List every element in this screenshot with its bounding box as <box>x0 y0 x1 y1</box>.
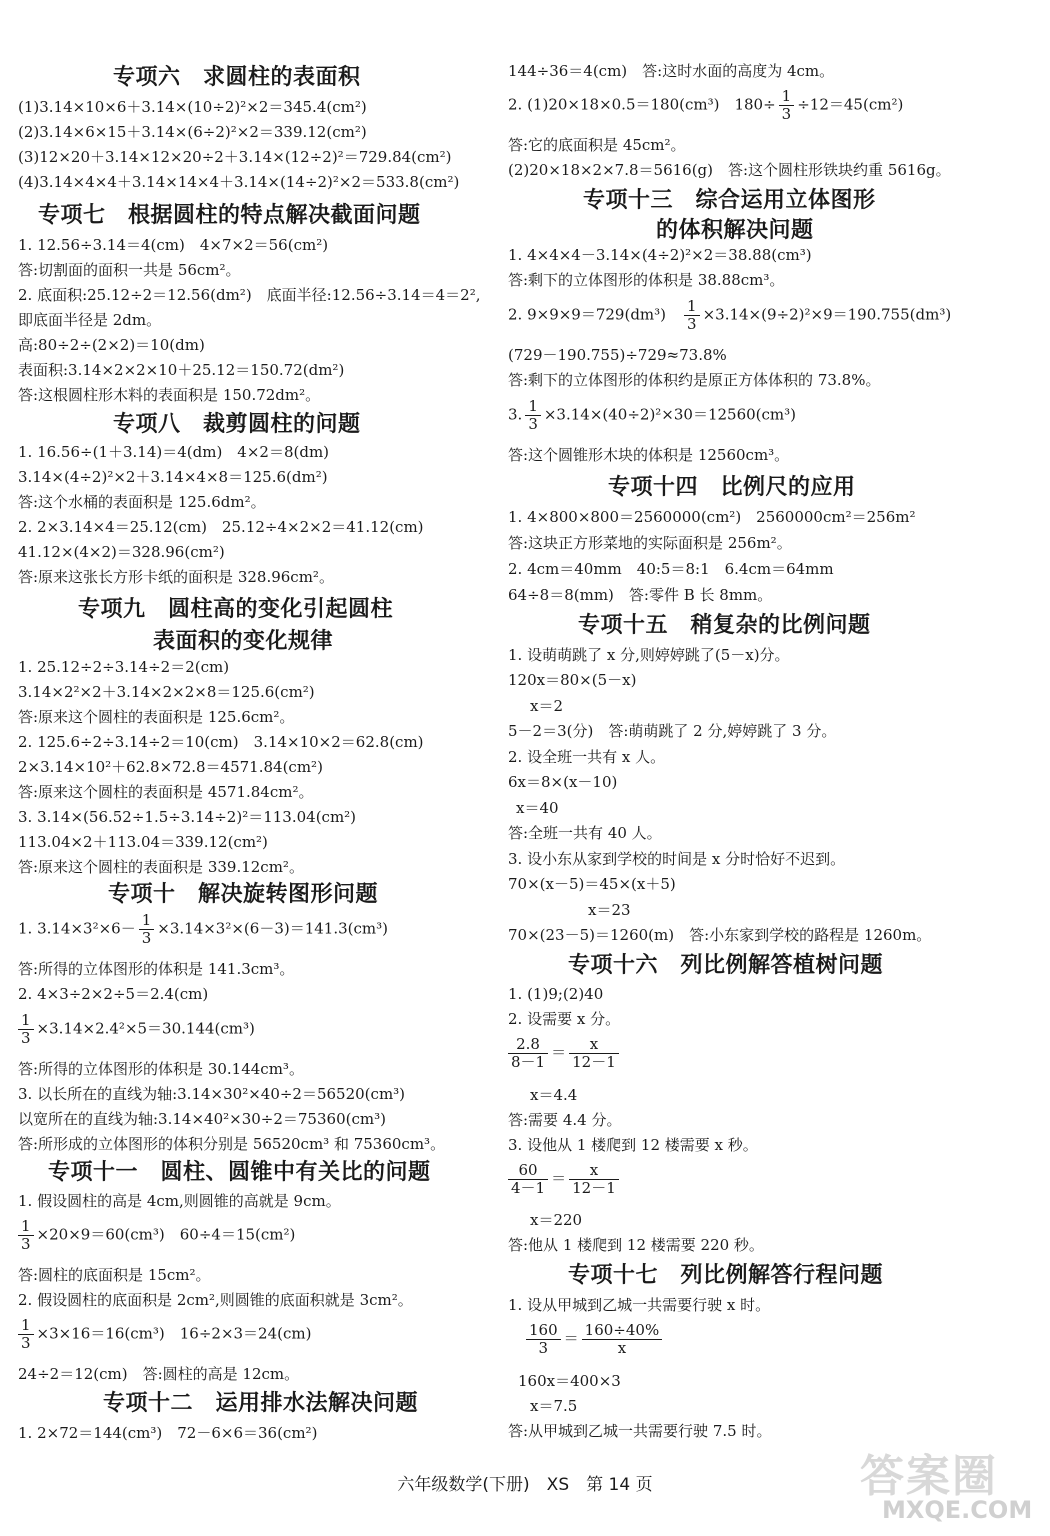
text-segment: ×3×16＝16(cm³) 16÷2×3＝24(cm) <box>36 1324 312 1343</box>
equals-sign: ＝ <box>563 1329 579 1348</box>
text-line: 3.14×2²×2＋3.14×2×2×8＝125.6(cm²) <box>18 683 315 701</box>
text-line: 24÷2＝12(cm) 答:圆柱的高是 12cm。 <box>18 1365 300 1383</box>
formula-line <box>508 398 796 433</box>
formula-line <box>508 298 951 333</box>
equals-sign: ＝ <box>551 1043 567 1062</box>
text-line: 3. 设他从 1 楼爬到 12 楼需要 x 秒。 <box>508 1136 758 1154</box>
text-line: 2. 底面积:25.12÷2＝12.56(dm²) 底面半径:12.56÷3.14＝4＝2², <box>18 286 481 304</box>
text-line: 即底面半径是 2dm。 <box>18 311 162 329</box>
numerator: x <box>569 1162 619 1180</box>
fraction <box>508 1036 548 1071</box>
section-heading: 专项十五 稍复杂的比例问题 <box>578 613 871 638</box>
numerator: 2.8 <box>508 1036 548 1054</box>
section-heading: 专项八 裁剪圆柱的问题 <box>113 412 361 437</box>
text-line: 70×(23－5)＝1260(m) 答:小东家到学校的路程是 1260m。 <box>508 926 932 944</box>
fraction <box>582 1322 663 1357</box>
fraction <box>569 1162 619 1197</box>
numerator: 1 <box>18 1317 34 1335</box>
text-line: (3)12×20＋3.14×12×20÷2＋3.14×(12÷2)²＝729.84(cm²) <box>18 148 452 166</box>
text-line: 2×3.14×10²＋62.8×72.8＝4571.84(cm²) <box>18 758 323 776</box>
text-segment: ×3.14×(40÷2)²×30＝12560(cm³) <box>543 405 797 424</box>
text-line: (729－190.755)÷729≈73.8% <box>508 346 727 364</box>
text-line: x＝40 <box>516 799 559 817</box>
text-segment: 1. 3.14×3²×6－ <box>18 919 136 938</box>
section-heading: 专项十六 列比例解答植树问题 <box>568 953 884 978</box>
numerator: 1 <box>525 398 541 416</box>
text-line: 高:80÷2÷(2×2)＝10(dm) <box>18 336 205 354</box>
text-line: 1. (1)9;(2)40 <box>508 985 604 1003</box>
section-heading: 的体积解决问题 <box>656 218 814 243</box>
text-line: 答:切割面的面积一共是 56cm²。 <box>18 261 241 279</box>
text-line: 答:所得的立体图形的体积是 141.3cm³。 <box>18 960 295 978</box>
formula-line <box>18 1317 311 1352</box>
text-line: 3.14×(4÷2)²×2＋3.14×4×8＝125.6(dm²) <box>18 468 328 486</box>
text-line: 1. 25.12÷2÷3.14÷2＝2(cm) <box>18 658 230 676</box>
denominator: 3 <box>21 1029 31 1047</box>
text-line: 2. 设全班一共有 x 人。 <box>508 748 666 766</box>
text-line: 1. 12.56÷3.14＝4(cm) 4×7×2＝56(cm²) <box>18 236 329 254</box>
formula-line <box>18 1012 255 1047</box>
section-heading: 表面积的变化规律 <box>153 629 334 654</box>
watermark-logo <box>860 1440 1040 1530</box>
text-line: 1. 设萌萌跳了 x 分,则婷婷跳了(5－x)分。 <box>508 646 790 664</box>
text-line: 2. 2×3.14×4＝25.12(cm) 25.12÷4×2×2＝41.12(cm) <box>18 518 424 536</box>
text-line: 答:所形成的立体图形的体积分别是 56520cm³ 和 75360cm³。 <box>18 1135 446 1153</box>
text-line: x＝23 <box>588 901 631 919</box>
text-line: 3. 设小东从家到学校的时间是 x 分时恰好不迟到。 <box>508 850 846 868</box>
section-heading: 专项十一 圆柱、圆锥中有关比的问题 <box>48 1160 431 1185</box>
text-line: 答:需要 4.4 分。 <box>508 1111 622 1129</box>
text-line: (2)3.14×6×15＋3.14×(6÷2)²×2＝339.12(cm²) <box>18 123 367 141</box>
text-line: 以宽所在的直线为轴:3.14×40²×30÷2＝75360(cm³) <box>18 1110 386 1128</box>
text-line: x＝7.5 <box>530 1397 578 1415</box>
proportion-line <box>508 1162 622 1197</box>
numerator: 1 <box>779 88 795 106</box>
text-line: 3. 3.14×(56.52÷1.5÷3.14÷2)²＝113.04(cm²) <box>18 808 357 826</box>
text-line: 2. 4×3÷2×2÷5＝2.4(cm) <box>18 985 209 1003</box>
numerator: 60 <box>508 1162 548 1180</box>
text-line: x＝2 <box>530 697 564 715</box>
section-heading: 专项七 根据圆柱的特点解决截面问题 <box>38 203 421 228</box>
denominator: 3 <box>528 415 538 433</box>
fraction <box>139 912 155 947</box>
text-line: 113.04×2＋113.04＝339.12(cm²) <box>18 833 268 851</box>
text-line: 120x＝80×(5－x) <box>508 671 637 689</box>
fraction <box>569 1036 619 1071</box>
text-line: 答:它的底面积是 45cm²。 <box>508 136 686 154</box>
text-line: (2)20×18×2×7.8＝5616(g) 答:这个圆柱形铁块约重 5616g。 <box>508 161 951 179</box>
text-line: 1. 假设圆柱的高是 4cm,则圆锥的高就是 9cm。 <box>18 1192 341 1210</box>
text-line: x＝220 <box>530 1211 583 1229</box>
text-line: 41.12×(4×2)＝328.96(cm²) <box>18 543 225 561</box>
page-footer: 六年级数学(下册) XS 第 14 页 <box>397 1475 653 1495</box>
denominator: 8－1 <box>511 1053 546 1071</box>
fraction <box>684 298 700 333</box>
text-line: (4)3.14×4×4＋3.14×14×4＋3.14×(14÷2)²×2＝533.8(cm²) <box>18 173 460 191</box>
denominator: 3 <box>141 929 152 947</box>
denominator: 3 <box>21 1334 31 1352</box>
section-heading: 专项十 解决旋转图形问题 <box>108 882 379 907</box>
numerator: x <box>569 1036 619 1054</box>
text-line: 答:这个圆锥形木块的体积是 12560cm³。 <box>508 446 790 464</box>
text-line: 答:原来这个圆柱的表面积是 339.12cm²。 <box>18 858 304 876</box>
section-heading: 专项六 求圆柱的表面积 <box>113 65 361 90</box>
numerator: 1 <box>18 1218 34 1236</box>
text-line: 70×(x－5)＝45×(x＋5) <box>508 875 676 893</box>
text-line: 答:原来这张长方形卡纸的面积是 328.96cm²。 <box>18 568 334 586</box>
text-line: (1)3.14×10×6＋3.14×(10÷2)²×2＝345.4(cm²) <box>18 98 367 116</box>
section-heading: 专项十二 运用排水法解决问题 <box>103 1391 419 1416</box>
denominator: 3 <box>538 1339 549 1357</box>
formula-line <box>18 1218 295 1253</box>
fraction <box>779 88 795 123</box>
text-line: x＝4.4 <box>530 1086 578 1104</box>
text-line: 1. 16.56÷(1＋3.14)＝4(dm) 4×2＝8(dm) <box>18 443 330 461</box>
text-line: 答:他从 1 楼爬到 12 楼需要 220 秒。 <box>508 1236 764 1254</box>
text-segment: ×3.14×(9÷2)²×9＝190.755(dm³) <box>702 305 952 324</box>
text-line: 2. 125.6÷2÷3.14÷2＝10(cm) 3.14×10×2＝62.8(cm) <box>18 733 424 751</box>
proportion-line <box>526 1322 665 1357</box>
text-line: 1. 4×4×4－3.14×(4÷2)²×2＝38.88(cm³) <box>508 246 812 264</box>
text-line: 160x＝400×3 <box>518 1372 621 1390</box>
fraction <box>18 1218 34 1253</box>
numerator: 160 <box>526 1322 561 1340</box>
text-line: 3. 以长所在的直线为轴:3.14×30²×40÷2＝56520(cm³) <box>18 1085 406 1103</box>
text-line: 答:全班一共有 40 人。 <box>508 824 662 842</box>
text-line: 答:剩下的立体图形的体积是 38.88cm³。 <box>508 271 785 289</box>
text-line: 表面积:3.14×2×2×10＋25.12＝150.72(dm²) <box>18 361 345 379</box>
numerator: 160÷40% <box>582 1322 663 1340</box>
denominator: 12－1 <box>572 1053 616 1071</box>
numerator: 1 <box>139 912 155 930</box>
denominator: 4－1 <box>511 1179 546 1197</box>
text-segment: 3. <box>508 405 523 424</box>
formula-line <box>508 88 903 123</box>
text-line: 答:圆柱的底面积是 15cm²。 <box>18 1266 211 1284</box>
text-line: 答:这块正方形菜地的实际面积是 256m²。 <box>508 534 792 552</box>
text-segment: ×3.14×3²×(6－3)＝141.3(cm³) <box>157 919 389 938</box>
section-heading: 专项九 圆柱高的变化引起圆柱 <box>78 597 394 622</box>
section-heading: 专项十七 列比例解答行程问题 <box>568 1263 884 1288</box>
text-line: 答:从甲城到乙城一共需要行驶 7.5 时。 <box>508 1422 772 1440</box>
text-line: 答:这个水桶的表面积是 125.6dm²。 <box>18 493 266 511</box>
text-segment: ×20×9＝60(cm³) 60÷4＝15(cm²) <box>36 1225 296 1244</box>
text-line: 1. 2×72＝144(cm³) 72－6×6＝36(cm²) <box>18 1424 318 1442</box>
proportion-line <box>508 1036 622 1071</box>
text-line: 答:所得的立体图形的体积是 30.144cm³。 <box>18 1060 304 1078</box>
text-line: 64÷8＝8(mm) 答:零件 B 长 8mm。 <box>508 586 773 604</box>
text-line: 2. 假设圆柱的底面积是 2cm²,则圆锥的底面积就是 3cm²。 <box>18 1291 413 1309</box>
fraction <box>525 398 541 433</box>
watermark-text: 答案圈 <box>860 1451 998 1502</box>
fraction <box>18 1317 34 1352</box>
formula-line <box>18 912 388 947</box>
text-line: 1. 4×800×800＝2560000(cm²) 2560000cm²＝256m² <box>508 508 916 526</box>
text-segment: 2. (1)20×18×0.5＝180(cm³) 180÷ <box>508 95 776 114</box>
text-line: 答:这根圆柱形木料的表面积是 150.72dm²。 <box>18 386 321 404</box>
fraction <box>508 1162 548 1197</box>
numerator: 1 <box>684 298 700 316</box>
section-heading: 专项十三 综合运用立体图形 <box>583 188 876 213</box>
denominator: 3 <box>21 1235 31 1253</box>
text-segment: 2. 9×9×9＝729(dm³) <box>508 305 667 324</box>
numerator: 1 <box>18 1012 34 1030</box>
denominator: 3 <box>687 315 697 333</box>
text-line: 2. 4cm＝40mm 40:5＝8:1 6.4cm＝64mm <box>508 560 834 578</box>
equals-sign: ＝ <box>551 1169 567 1188</box>
fraction <box>18 1012 34 1047</box>
text-line: 6x＝8×(x－10) <box>508 773 618 791</box>
text-segment: ×3.14×2.4²×5＝30.144(cm³) <box>36 1019 255 1038</box>
text-line: 答:原来这个圆柱的表面积是 125.6cm²。 <box>18 708 295 726</box>
denominator: 12－1 <box>572 1179 616 1197</box>
text-line: 144÷36＝4(cm) 答:这时水面的高度为 4cm。 <box>508 62 835 80</box>
text-line: 答:原来这个圆柱的表面积是 4571.84cm²。 <box>18 783 314 801</box>
watermark-url: MXQE.COM <box>882 1496 1033 1524</box>
text-line: 2. 设需要 x 分。 <box>508 1010 621 1028</box>
text-line: 1. 设从甲城到乙城一共需要行驶 x 时。 <box>508 1296 771 1314</box>
text-line: 5－2＝3(分) 答:萌萌跳了 2 分,婷婷跳了 3 分。 <box>508 722 837 740</box>
text-segment: ÷12＝45(cm²) <box>797 95 904 114</box>
text-line: 答:剩下的立体图形的体积约是原正方体体积的 73.8%。 <box>508 371 881 389</box>
denominator: 3 <box>781 105 792 123</box>
section-heading: 专项十四 比例尺的应用 <box>608 475 856 500</box>
fraction <box>526 1322 561 1357</box>
denominator: x <box>617 1339 627 1357</box>
